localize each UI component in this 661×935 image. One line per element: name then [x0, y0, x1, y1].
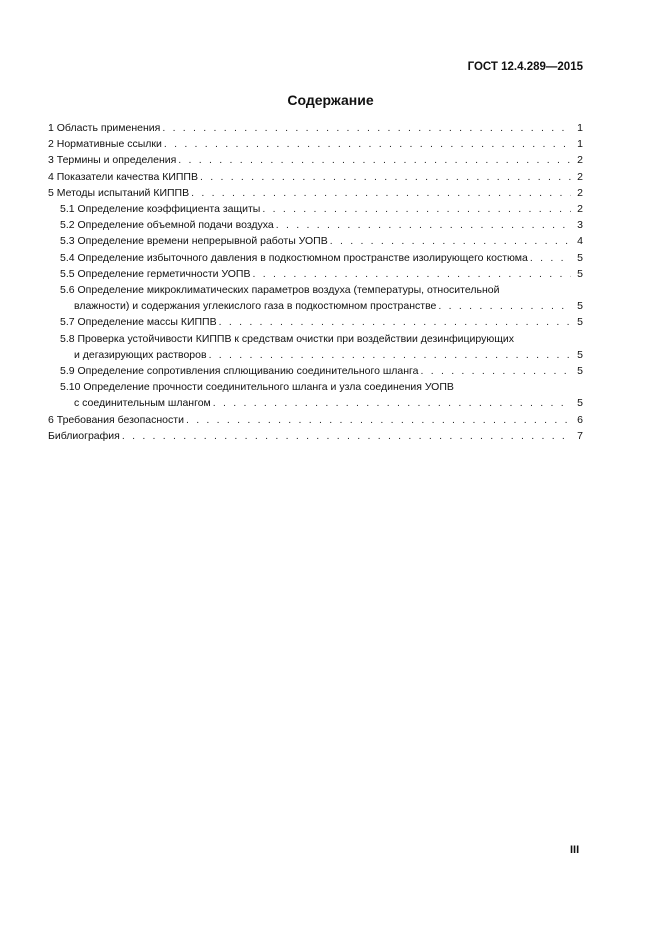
toc-entry-page: 6 [577, 413, 583, 426]
toc-entry-text-line1: 5.8 Проверка устойчивости КИППВ к средствам очистки при воздействии дезинфицирующих [60, 332, 514, 345]
toc-entry-page: 5 [577, 397, 583, 410]
toc-entry-5-1[interactable] [48, 201, 583, 217]
toc-leader-dots [276, 217, 571, 233]
toc-entry-text: 5.5 Определение герметичности УОПВ [60, 267, 251, 280]
toc-entry-text: Библиография [48, 429, 120, 442]
toc-entry-text-line1: 5.6 Определение микроклиматических параметров воздуха (температуры, относительной [60, 284, 500, 297]
toc-entry-page: 2 [577, 170, 583, 183]
toc-leader-dots [438, 298, 571, 314]
page-title: Содержание [287, 92, 374, 108]
toc-entry-5-4[interactable] [48, 250, 583, 266]
toc-leader-dots [252, 266, 571, 282]
toc-entry-page: 5 [577, 300, 583, 313]
toc-leader-dots [209, 347, 571, 363]
toc-leader-dots [191, 185, 571, 201]
toc-entry-text: 2 Нормативные ссылки [48, 138, 162, 151]
toc-entry-text-line2: и дегазирующих растворов [74, 348, 207, 361]
toc-leader-dots [213, 395, 571, 411]
toc-leader-dots [122, 428, 571, 444]
toc-entry-page: 2 [577, 203, 583, 216]
toc-entry-5-2[interactable] [48, 217, 583, 233]
toc-entry-text: 4 Показатели качества КИППВ [48, 170, 198, 183]
toc-entry-page: 3 [577, 219, 583, 232]
toc-entry-text: 1 Область применения [48, 122, 161, 134]
toc-entry-2[interactable] [48, 136, 583, 152]
toc-entry-text: 6 Требования безопасности [48, 413, 184, 426]
toc-entry-page: 2 [577, 154, 583, 167]
toc-entry-text-line2: с соединительным шлангом [74, 397, 211, 410]
toc-entry-page: 7 [577, 429, 583, 442]
toc-entry-text-line2: влажности) и содержания углекислого газа в подкостюмном пространстве [74, 300, 437, 313]
toc-entry-text: 5.1 Определение коэффициента защиты [60, 203, 261, 216]
toc-entry-1[interactable] [48, 120, 583, 136]
toc-leader-dots [200, 169, 571, 185]
toc-entry-3[interactable] [48, 152, 583, 168]
toc-entry-page: 1 [577, 122, 583, 134]
toc-entry-text: 5.3 Определение времени непрерывной работы УОПВ [60, 235, 328, 248]
toc-entry-bibliography[interactable] [48, 428, 583, 444]
toc-entry-page: 5 [577, 267, 583, 280]
toc-leader-dots [178, 152, 571, 168]
toc-entry-text: 3 Термины и определения [48, 154, 177, 167]
toc-leader-dots [219, 314, 571, 330]
toc-entry-page: 5 [577, 251, 583, 264]
toc-entry-4[interactable] [48, 169, 583, 185]
toc-entry-text-line1: 5.10 Определение прочности соединительного шланга и узла соединения УОПВ [60, 381, 454, 394]
toc-entry-text: 5.7 Определение массы КИППВ [60, 316, 217, 329]
toc-entry-text: 5 Методы испытаний КИППВ [48, 186, 190, 199]
toc-entry-page: 1 [577, 138, 583, 151]
toc-entry-page: 4 [577, 235, 583, 248]
toc-leader-dots [330, 233, 571, 249]
toc-entry-6[interactable] [48, 412, 583, 428]
page-number: III [570, 844, 580, 856]
toc-entry-5[interactable] [48, 185, 583, 201]
toc-entry-5-5[interactable] [48, 266, 583, 282]
toc-leader-dots [262, 201, 571, 217]
toc-entry-text: 5.4 Определение избыточного давления в подкостюмном пространстве изолирующего костюма [60, 251, 528, 264]
toc-entry-page: 5 [577, 348, 583, 361]
toc-leader-dots [186, 412, 571, 428]
toc-leader-dots [162, 120, 571, 136]
toc-entry-5-9[interactable] [48, 363, 583, 379]
toc-entry-5-6[interactable] [48, 282, 583, 314]
toc-entry-text: 5.9 Определение сопротивления сплющиванию соединительного шланга [60, 365, 419, 378]
toc-leader-dots [164, 136, 571, 152]
toc-entry-text: 5.2 Определение объемной подачи воздуха [60, 219, 274, 232]
toc-leader-dots [420, 363, 571, 379]
toc-entry-page: 5 [577, 365, 583, 378]
toc-entry-5-7[interactable] [48, 314, 583, 330]
document-code: ГОСТ 12.4.289—2015 [467, 61, 583, 73]
toc-entry-5-8[interactable] [48, 331, 583, 363]
toc-entry-5-10[interactable] [48, 379, 583, 411]
toc-entry-page: 2 [577, 186, 583, 199]
table-of-contents [48, 120, 583, 444]
toc-entry-5-3[interactable] [48, 233, 583, 249]
toc-entry-page: 5 [577, 316, 583, 329]
toc-leader-dots [530, 250, 571, 266]
